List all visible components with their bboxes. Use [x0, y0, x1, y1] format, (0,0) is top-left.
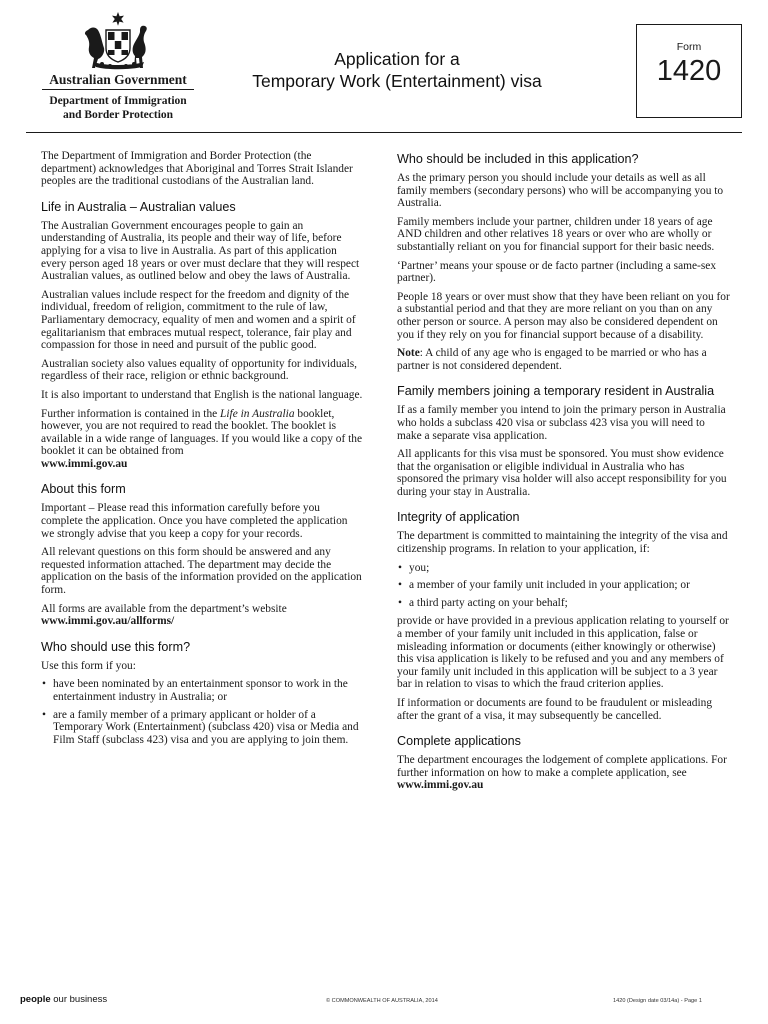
- immi-website-link[interactable]: www.immi.gov.au: [397, 779, 484, 792]
- about-form-heading: About this form: [41, 482, 126, 497]
- coat-of-arms-icon: [80, 12, 156, 72]
- values-paragraph-5-start: Further information is contained in the: [41, 407, 221, 420]
- values-paragraph-5: [41, 408, 363, 471]
- joining-paragraph-2: All applicants for this visa must be sponsored. You must show evidence that the organisation or eligible individual in Australia who has sponsored the primary visa holder will also accept responsibility for you during your stay in Australia.: [397, 448, 727, 498]
- values-paragraph-1: The Australian Government encourages people to gain an understanding of Australia, its people and their way of life, before applying for a visa to live in Australia. As part of this application every person aged 18 years or over must declare that they will respect Australian values, as outlined below and obey the laws of Australia.: [41, 219, 360, 283]
- list-item: • a third party acting on your behalf;: [397, 597, 730, 610]
- footer-copyright: © COMMONWEALTH OF AUSTRALIA, 2014: [326, 998, 438, 1004]
- integrity-heading: Integrity of application: [397, 510, 520, 525]
- who-use-heading: Who should use this form?: [41, 639, 191, 654]
- complete-paragraph: [397, 754, 730, 792]
- complete-heading: Complete applications: [397, 734, 521, 749]
- joining-paragraph-1: If as a family member you intend to join the primary person in Australia who holds a subclass 420 visa or subclass 423 visa you will need to make a separate visa application.: [397, 404, 726, 442]
- values-paragraph-2: Australian values include respect for the freedom and dignity of the individual, freedom of religion, commitment to the rule of law, Parliamentary democracy, equality of men and women and a spirit of egalitarianism that embraces mutual respect, tolerance, fair play and compassion for those in need and pursuit of the public good.: [41, 288, 356, 352]
- booklet-title: Life in Australia: [220, 407, 295, 420]
- who-use-intro: Use this form if you:: [41, 659, 136, 672]
- about-paragraph-1: Important – Please read this information carefully before you complete the application. Once you have completed the application we strongly advise that you keep a copy for your records.: [41, 502, 348, 540]
- form-number: 1420: [656, 55, 722, 87]
- integrity-paragraph-1: The department is committed to maintaining the integrity of the visa and citizenship programs. In relation to your application, if:: [397, 530, 728, 556]
- list-item: • a member of your family unit included in your application; or: [397, 579, 730, 592]
- included-paragraph-4: People 18 years or over must show that they have been reliant on you for a substantial period and that they are more reliant on you than on any other person or source. A person may also be considered dependent on you if they rely on you for financial support because of a disability.: [397, 290, 730, 341]
- left-column: [41, 150, 363, 752]
- who-use-list: [41, 678, 363, 746]
- about-paragraph-3: [41, 603, 363, 628]
- government-divider: [42, 89, 194, 90]
- department-line-1: Department of Immigration: [49, 95, 187, 107]
- right-column: [397, 152, 730, 798]
- values-paragraph-3: Australian society also values equality of opportunity for individuals, regardless of their race, religion or ethnic background.: [41, 357, 358, 383]
- values-heading: Life in Australia – Australian values: [41, 199, 236, 214]
- included-paragraph-1: As the primary person you should include your details as well as all family members (secondary persons) who will be accompanying you to Australia.: [397, 172, 724, 210]
- form-label: Form: [676, 41, 702, 53]
- footer-brand-bold: people: [20, 994, 51, 1005]
- form-number-box: [636, 24, 742, 118]
- included-note: [397, 347, 730, 372]
- form-title: [252, 48, 542, 92]
- complete-paragraph-text: The department encourages the lodgement of complete applications. For further information on how to make a complete application, see: [397, 754, 727, 779]
- joining-heading: Family members joining a temporary resident in Australia: [397, 384, 715, 399]
- footer-brand-rest: our business: [50, 994, 108, 1005]
- included-heading: Who should be included in this application?: [397, 152, 639, 166]
- about-paragraph-2: All relevant questions on this form should be answered and any requested information attached. The department may decide the application on the basis of the information provided on the application form.: [41, 546, 362, 597]
- all-forms-link[interactable]: www.immi.gov.au/allforms/: [41, 615, 175, 628]
- form-title-line-1: Application for a: [334, 49, 460, 69]
- list-item: • you;: [397, 562, 730, 575]
- list-item: • have been nominated by an entertainment sponsor to work in the entertainment industry in Australia; or: [41, 678, 363, 703]
- included-paragraph-2: Family members include your partner, children under 18 years of age AND children and other relatives 18 years or over who are wholly or substantially reliant on you for financial support for their basic needs.: [397, 215, 715, 253]
- about-paragraph-3-text: All forms are available from the department’s website: [41, 602, 287, 615]
- integrity-list: [397, 562, 730, 610]
- footer-page-info: 1420 (Design date 03/14a) - Page 1: [613, 998, 702, 1004]
- note-text: : A child of any age who is engaged to be married or who has a partner is not considered dependent.: [397, 347, 707, 372]
- values-paragraph-4: It is also important to understand that English is the national language.: [41, 388, 363, 401]
- included-paragraph-3: ‘Partner’ means your spouse or de facto partner (including a same-sex partner).: [397, 259, 717, 285]
- footer-brand: [20, 994, 107, 1005]
- header-divider: [26, 132, 742, 133]
- government-name: Australian Government: [49, 72, 187, 87]
- integrity-paragraph-3: If information or documents are found to be fraudulent or misleading after the grant of a visa, it may subsequently be cancelled.: [397, 697, 713, 722]
- immi-website-link[interactable]: www.immi.gov.au: [41, 457, 128, 470]
- note-label: Note: [397, 347, 420, 360]
- department-line-2: and Border Protection: [62, 109, 174, 121]
- form-title-line-2: Temporary Work (Entertainment) visa: [252, 71, 542, 91]
- integrity-paragraph-2: provide or have provided in a previous application relating to yourself or a member of your family unit included in this application, false or misleading information or documents (either knowingly or otherwise) this visa application is likely to be refused and you and any members of your family unit included in this application will be subject to a 3 year bar in relation to visas to which the fraud criterion applies.: [397, 615, 729, 691]
- values-paragraph-5-end: booklet, however, you are not required to read the booklet. The booklet is available in a wide range of languages. If you would like a copy of the booklet it can be obtained from: [41, 407, 363, 458]
- acknowledgement-paragraph: The Department of Immigration and Border Protection (the department) acknowledges that Aboriginal and Torres Strait Islander peoples are the traditional custodians of the Australian land.: [41, 150, 353, 188]
- department-name: [38, 94, 198, 122]
- list-item: • are a family member of a primary applicant or holder of a Temporary Work (Entertainment) (subclass 420) visa or Media and Film Staff (subclass 423) visa and you are applying to join them.: [41, 709, 363, 747]
